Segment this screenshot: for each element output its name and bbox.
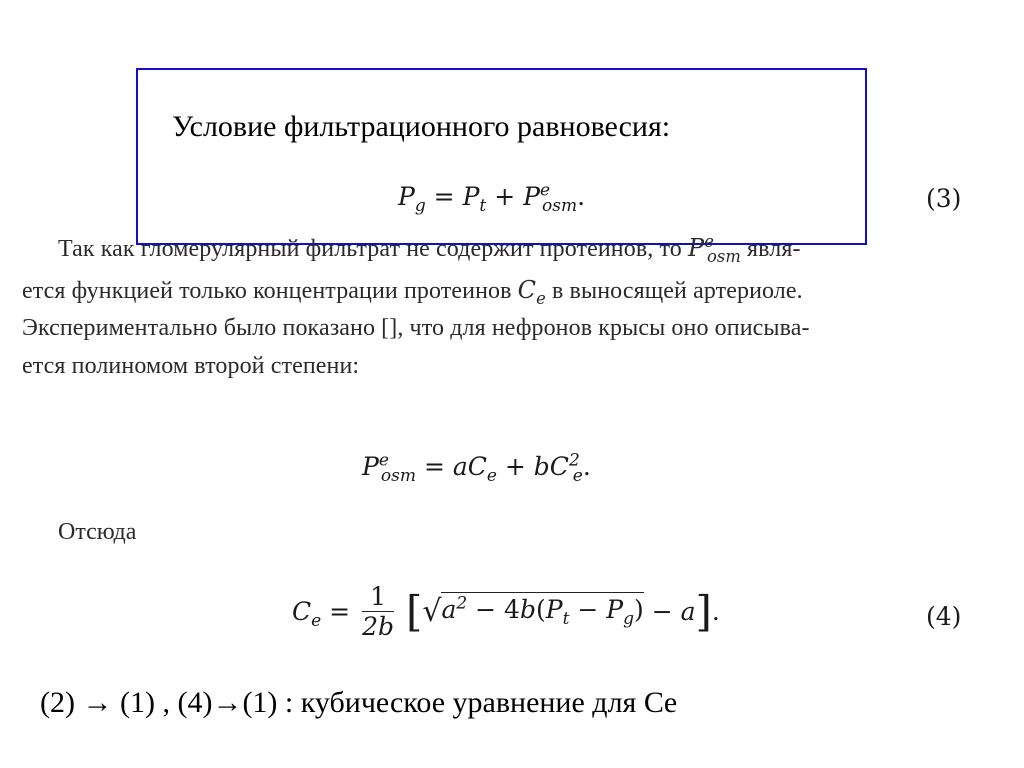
paragraph-line-2-text-a: ется функцией только концентрации протеинов	[22, 278, 518, 304]
inline-math-ce: $C_e$	[517, 276, 546, 308]
equation-number-4: (4)	[926, 602, 962, 631]
paragraph-line-3: Экспериментально было показано [], что для нефронов крысы оно описыва-	[22, 315, 810, 341]
paragraph-line-2	[22, 276, 803, 308]
paragraph-line-4: ется полиномом второй степени:	[22, 353, 360, 379]
paragraph-line-1-text-b: явля-	[740, 236, 801, 262]
equation-ce-solution: $C_e$ = $\frac{1}{2b}$ $[√a^2 - 4b(P_t - P_g) - a]$.	[292, 582, 720, 641]
footer-text: (2) → (1) , (4)→(1) : кубическое уравнение для Ce	[40, 686, 678, 719]
equation-number-3: (3)	[926, 184, 962, 213]
equation-osmotic-pressure: $P^e_{osm} = aC_e + bC^2_e$.	[362, 450, 591, 486]
highlight-frame	[136, 68, 867, 245]
paragraph-line-1	[58, 232, 801, 266]
paragraph-line-2-text-b: в выносящей артериоле.	[545, 278, 803, 304]
fraction-one-over-2b: $\frac{1}{2b}$	[362, 582, 394, 641]
box-title: Условие фильтрационного равновесия:	[172, 110, 671, 143]
otsyuda-text: Отсюда	[58, 519, 137, 545]
paragraph-line-1-text-a: Так как гломерулярный фильтрат не содержит протеинов, то	[58, 236, 688, 262]
inline-math-posm: $P^e_{osm}$	[687, 232, 741, 266]
equation-filtration-equilibrium: $P_g = P_t + P^e_{osm}$.	[398, 180, 586, 216]
square-root: $√a^2 - 4b(P_t - P_g)$	[422, 593, 644, 629]
